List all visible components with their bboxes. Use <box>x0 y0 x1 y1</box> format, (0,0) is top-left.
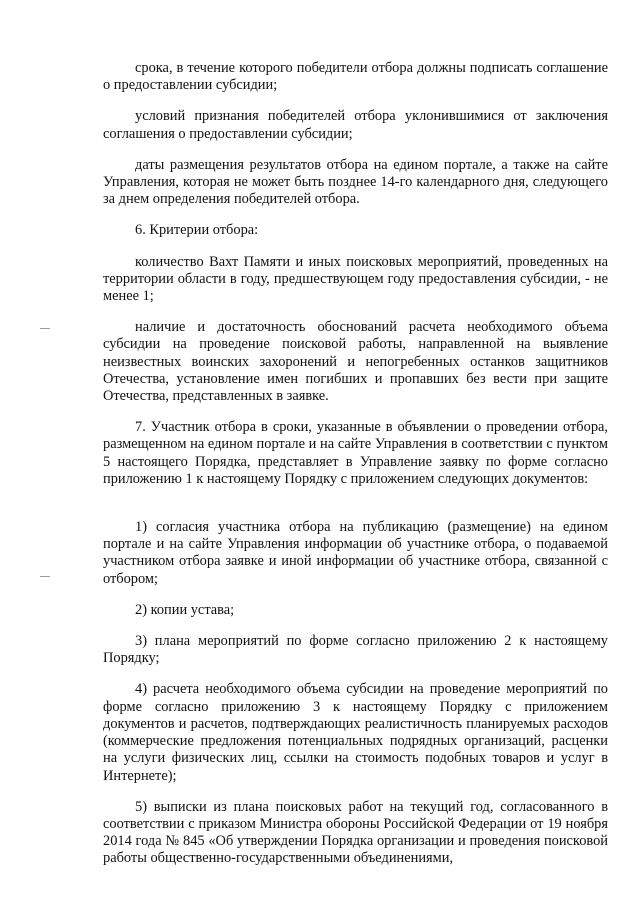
paragraph-application-submission: 7. Участник отбора в сроки, указанные в объявлении о проведении отбора, размещенном на едином портале и на сайте Управления в соответствии с пунктом 5 настоящего Порядка, представляет в Управление заявку по форме согласно приложению 1 к настоящему Порядку с приложением следующих документов: <box>103 419 608 487</box>
heading-selection-criteria: 6. Критерии отбора: <box>135 222 259 239</box>
list-item-charter-copy: 2) копии устава; <box>135 601 235 618</box>
paragraph-criterion-justification: наличие и достаточность обоснований расчета необходимого объема субсидии на проведение поисковой работы, направленной на выявление неизвестных воинских захоронений и непогребенных останков защитников Отечества, установление имен погибших и пропавших без вести при защите Отечества, представленных в заявке. <box>103 319 608 405</box>
paragraph-evasion-conditions: условий признания победителей отбора уклонившимися от заключения соглашения о предоставлении субсидии; <box>103 108 608 142</box>
document-page <box>103 60 608 868</box>
list-item-event-plan: 3) плана мероприятий по форме согласно приложению 2 к настоящему Порядку; <box>103 633 608 667</box>
list-item-consent: 1) согласия участника отбора на публикацию (размещение) на едином портале и на сайте Управления информации об участнике отбора, о подаваемой участником отбора заявке и иной информации об участнике отбора, связанной с отбором; <box>103 519 608 587</box>
margin-mark-lower <box>40 576 50 577</box>
paragraph-criterion-watches: количество Вахт Памяти и иных поисковых мероприятий, проведенных на территории области в году, предшествующем году предоставления субсидии, - не менее 1; <box>103 253 608 305</box>
margin-mark-upper <box>40 328 50 329</box>
list-item-subsidy-calculation: 4) расчета необходимого объема субсидии на проведение мероприятий по форме согласно приложению 3 к настоящему Порядку с приложением документов и расчетов, подтверждающих реалистичность планируемых расходов (коммерческие предложения потенциальных подрядных организаций, расценки на услуги физических лиц, ссылки на стоимость подобных товаров и услуг в Интернете); <box>103 681 608 784</box>
list-item-plan-extract: 5) выписки из плана поисковых работ на текущий год, согласованного в соответствии с приказом Министра обороны Российской Федерации от 19 ноября 2014 года № 845 «Об утверждении Порядка организации и проведения поисковой работы общественно-государственными объединениями, <box>103 798 608 867</box>
paragraph-results-date: даты размещения результатов отбора на едином портале, а также на сайте Управления, которая не может быть позднее 14-го календарного дня, следующего за днем определения победителей отбора. <box>103 156 608 208</box>
paragraph-deadline-agreement: срока, в течение которого победители отбора должны подписать соглашение о предоставлении субсидии; <box>103 60 608 94</box>
